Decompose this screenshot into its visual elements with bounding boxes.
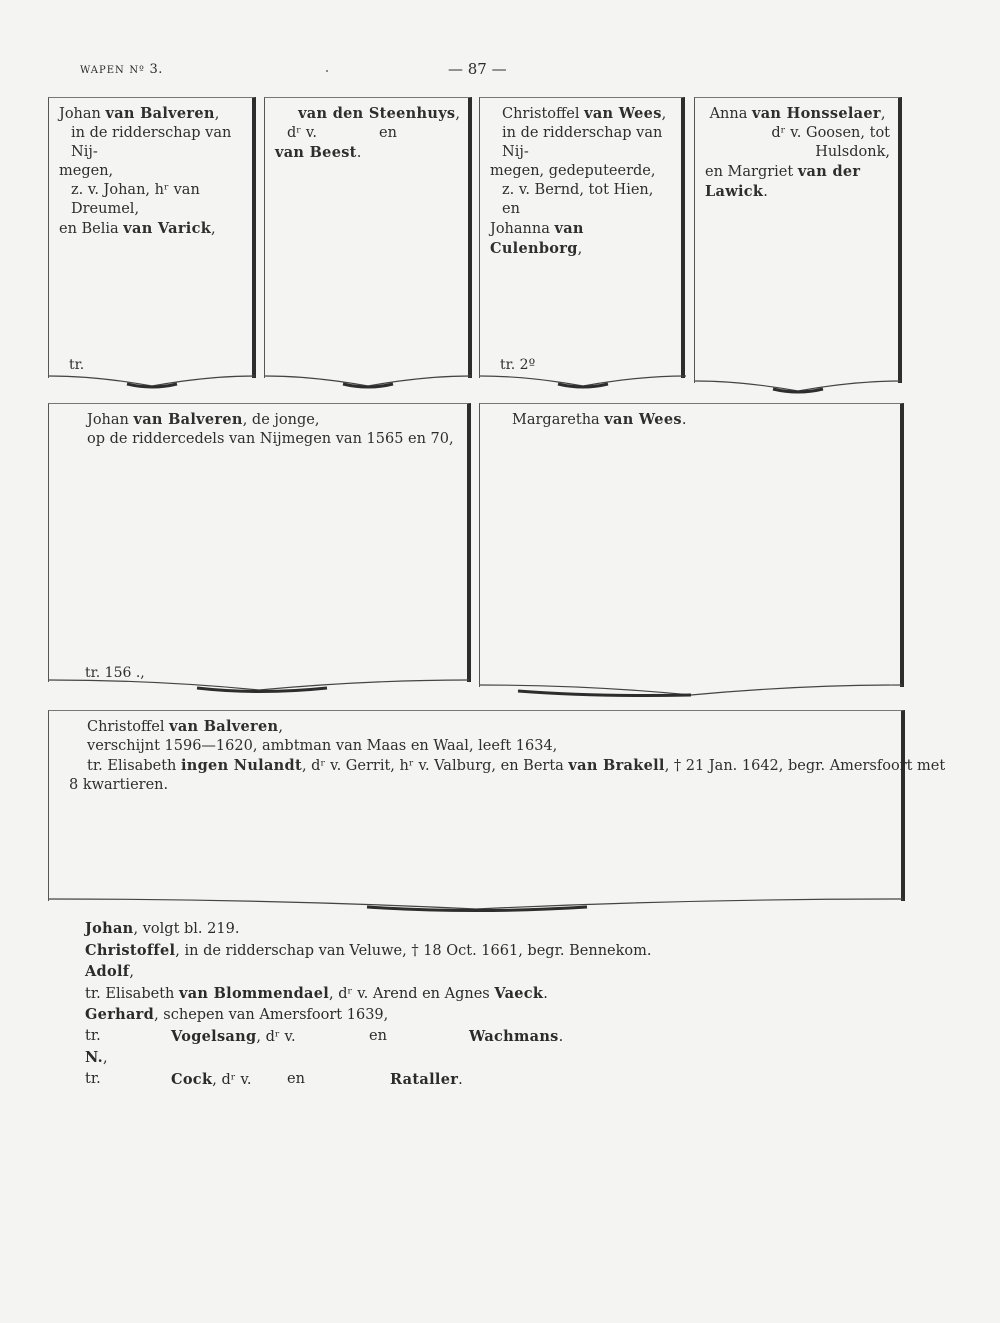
- card-line: Johan van Balveren,: [59, 105, 220, 122]
- card-tr: tr. 156 .,: [85, 665, 145, 681]
- card-christoffel-van-balveren: [48, 710, 946, 901]
- card-line: op de riddercedels van Nijmegen van 1565 en 70,: [87, 431, 454, 447]
- card-line: tr. Elisabeth ingen Nulandt, dʳ v. Gerrit, hʳ v. Valburg, en Berta van Brakell, † 21 Jan. 1642, begr. Amersfoort met: [87, 757, 946, 774]
- list-item: Johan, volgt bl. 219.: [85, 920, 240, 937]
- children-list: [85, 918, 652, 1090]
- card-anna-van-honsselaer: [694, 97, 902, 383]
- card-line: Christoffel van Wees,: [502, 105, 667, 122]
- list-item: tr. Elisabeth van Blommendael, dʳ v. Arend en Agnes Vaeck.: [85, 984, 548, 1002]
- list-item: Gerhard, schepen van Amersfoort 1639,: [85, 1006, 389, 1023]
- card-bottom-border: [47, 372, 257, 394]
- list-item: tr. Vogelsang, dʳ v. en Wachmans.: [85, 1027, 564, 1045]
- wapen-label: WAPEN: [80, 65, 125, 76]
- card-margaretha-van-wees: [479, 403, 904, 687]
- card-tr: tr.: [69, 357, 85, 373]
- card-line: z. v. Johan, hʳ van Dreumel,: [71, 182, 200, 217]
- list-item: N.,: [85, 1049, 108, 1066]
- card-line: dʳ v. en: [287, 125, 397, 141]
- card-line: van Beest.: [275, 144, 362, 161]
- card-line: Christoffel van Balveren,: [87, 718, 283, 735]
- card-line: Margaretha van Wees.: [512, 411, 687, 428]
- card-bottom-border: [693, 377, 903, 399]
- card-johan-van-balveren-jr: [48, 403, 471, 682]
- card-bottom-border: [263, 372, 473, 394]
- card-van-den-steenhuys: [264, 97, 472, 378]
- card-line: Johan van Balveren, de jonge,: [87, 411, 320, 428]
- card-line: in de ridderschap van Nij-: [502, 125, 663, 160]
- card-line: en Margriet van der Lawick.: [705, 163, 861, 200]
- list-item: Adolf,: [85, 963, 134, 980]
- card-bottom-border: [478, 681, 904, 703]
- card-tr: tr. 2º: [500, 357, 536, 373]
- card-line: van den Steenhuys,: [298, 105, 460, 122]
- speck: [326, 70, 328, 72]
- card-johan-van-balveren-sr: [48, 97, 256, 378]
- card-bottom-border: [478, 372, 688, 394]
- wapen-no: Nº: [129, 65, 145, 76]
- card-line: verschijnt 1596—1620, ambtman van Maas en Waal, leeft 1634,: [87, 738, 558, 754]
- card-line: Anna van Honsselaer,: [709, 105, 886, 122]
- running-head: [80, 62, 163, 77]
- wapen-number: 3.: [149, 62, 163, 77]
- page-number: — 87 —: [448, 60, 507, 78]
- card-line: in de ridderschap van Nij-: [71, 125, 232, 160]
- list-item: Christoffel, in de ridderschap van Veluwe, † 18 Oct. 1661, begr. Bennekom.: [85, 941, 652, 959]
- card-christoffel-van-wees: [479, 97, 685, 378]
- list-item: tr. Cock, dʳ v. en Rataller.: [85, 1070, 463, 1088]
- card-line: megen, gedeputeerde,: [490, 163, 656, 179]
- card-line: 8 kwartieren.: [69, 777, 169, 793]
- card-line: megen,: [59, 163, 114, 179]
- card-line: Johanna van Culenborg,: [490, 220, 584, 257]
- card-bottom-border: [47, 895, 905, 917]
- card-line: dʳ v. Goosen, tot Hulsdonk,: [771, 125, 890, 160]
- card-line: en Belia van Varick,: [59, 220, 216, 237]
- card-bottom-border: [47, 676, 471, 698]
- card-line: z. v. Bernd, tot Hien, en: [502, 182, 654, 217]
